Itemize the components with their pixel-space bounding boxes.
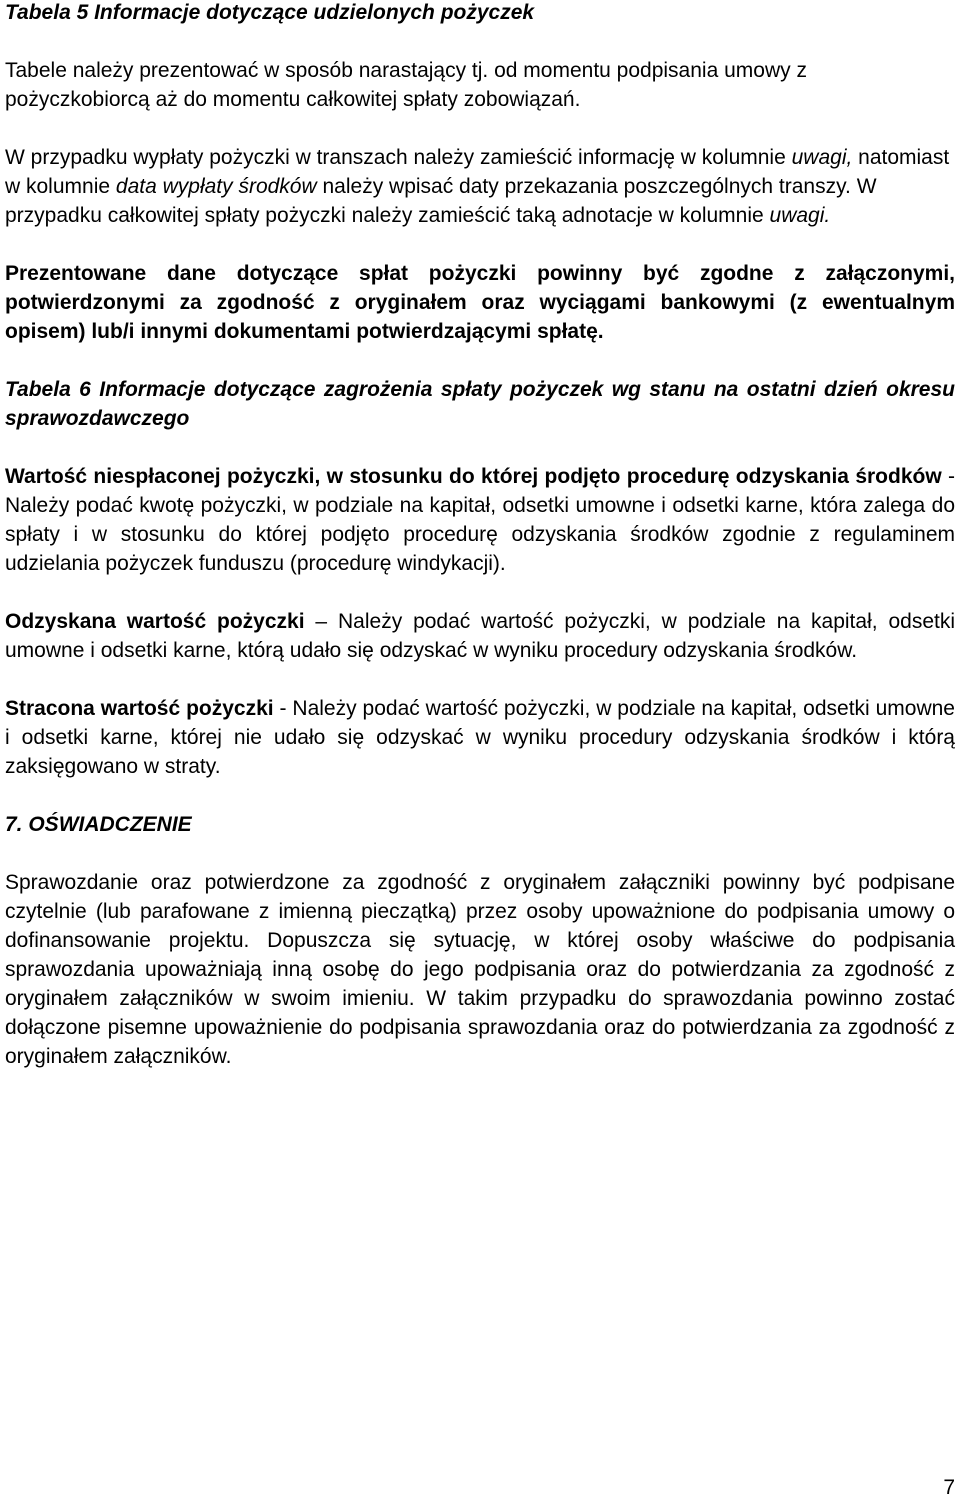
p2-term-uwagi: uwagi, [791, 146, 853, 169]
def3-term: Stracona wartość pożyczki [5, 697, 274, 720]
table5-paragraph-1: Tabele należy prezentować w sposób narastający tj. od momentu podpisania umowy z pożyczkobiorcą aż do momentu całkowitej spłaty zobowiązań. [5, 59, 807, 111]
def1-text: Należy podać kwotę pożyczki, w podziale na kapitał, odsetki umowne i odsetki karne, która zalega do spłaty i w stosunku do której podjęto procedurę odzyskania środków zgodnie z regulaminem udzielania pożyczek funduszu (procedurę windykacji). [5, 494, 955, 575]
def3-text: Należy podać wartość pożyczki, w podziale na kapitał, odsetki umowne i odsetki karne, której nie udało się odzyskać w wyniku procedury odzyskania środków i którą zaksięgowano w straty. [5, 697, 955, 778]
p2-term-uwagi-end: uwagi. [769, 204, 831, 227]
def1-term: Wartość niespłaconej pożyczki, w stosunku do której podjęto procedurę odzyskania środków [5, 465, 942, 488]
def2-term: Odzyskana wartość pożyczki [5, 610, 305, 633]
table6-definition-3 [5, 694, 955, 781]
table5-paragraph-2 [5, 143, 955, 230]
table6-heading: Tabela 6 Informacje dotyczące zagrożenia spłaty pożyczek wg stanu na ostatni dzień okresu sprawozdawczego [5, 378, 955, 430]
def2-sep: – [304, 610, 338, 633]
p2-text-a: W przypadku wypłaty pożyczki w transzach należy zamieścić informację w kolumnie [5, 146, 792, 169]
p2-term-data-wyplaty: data wypłaty środków [115, 175, 317, 198]
section7-heading: 7. OŚWIADCZENIE [5, 813, 192, 836]
def1-sep: - [941, 465, 956, 488]
table5-heading: Tabela 5 Informacje dotyczące udzielonych pożyczek [5, 1, 535, 24]
def2-text: Należy podać wartość pożyczki, w podziale na kapitał, odsetki umowne i odsetki karne, którą udało się odzyskać w wyniku procedury odzyskania środków. [5, 610, 955, 662]
document-page [5, 0, 955, 1071]
p2-text-e: należy wpisać daty przekazania poszczególnych transzy. W przypadku całkowitej spłaty pożyczki należy zamieścić taką adnotacje w kolumnie [5, 175, 877, 227]
table5-paragraph-3: Prezentowane dane dotyczące spłat pożyczki powinny być zgodne z załączonymi, potwierdzonymi za zgodność z oryginałem oraz wyciągami bankowymi (z ewentualnym opisem) lub/i innymi dokumentami potwierdzającymi spłatę. [5, 262, 955, 343]
page-number: 7 [943, 1476, 955, 1499]
table6-definition-1 [5, 462, 955, 578]
section7-paragraph: Sprawozdanie oraz potwierdzone za zgodność z oryginałem załączniki powinny być podpisane czytelnie (lub parafowane z imienną pieczątką) przez osoby upoważnione do podpisania umowy o dofinansowanie projektu. Dopuszcza się sytuację, w której osoby właściwe do podpisania sprawozdania upoważniają inną osobę do jego podpisania oraz do potwierdzania za zgodność z oryginałem załączników w swoim imieniu. W takim przypadku do sprawozdania powinno zostać dołączone pisemne upoważnienie do podpisania sprawozdania oraz do potwierdzania za zgodność z oryginałem załączników. [5, 871, 955, 1068]
p2-text-c: natomiast w kolumnie [5, 146, 950, 198]
def3-sep: - [273, 697, 293, 720]
table6-definition-2 [5, 607, 955, 665]
